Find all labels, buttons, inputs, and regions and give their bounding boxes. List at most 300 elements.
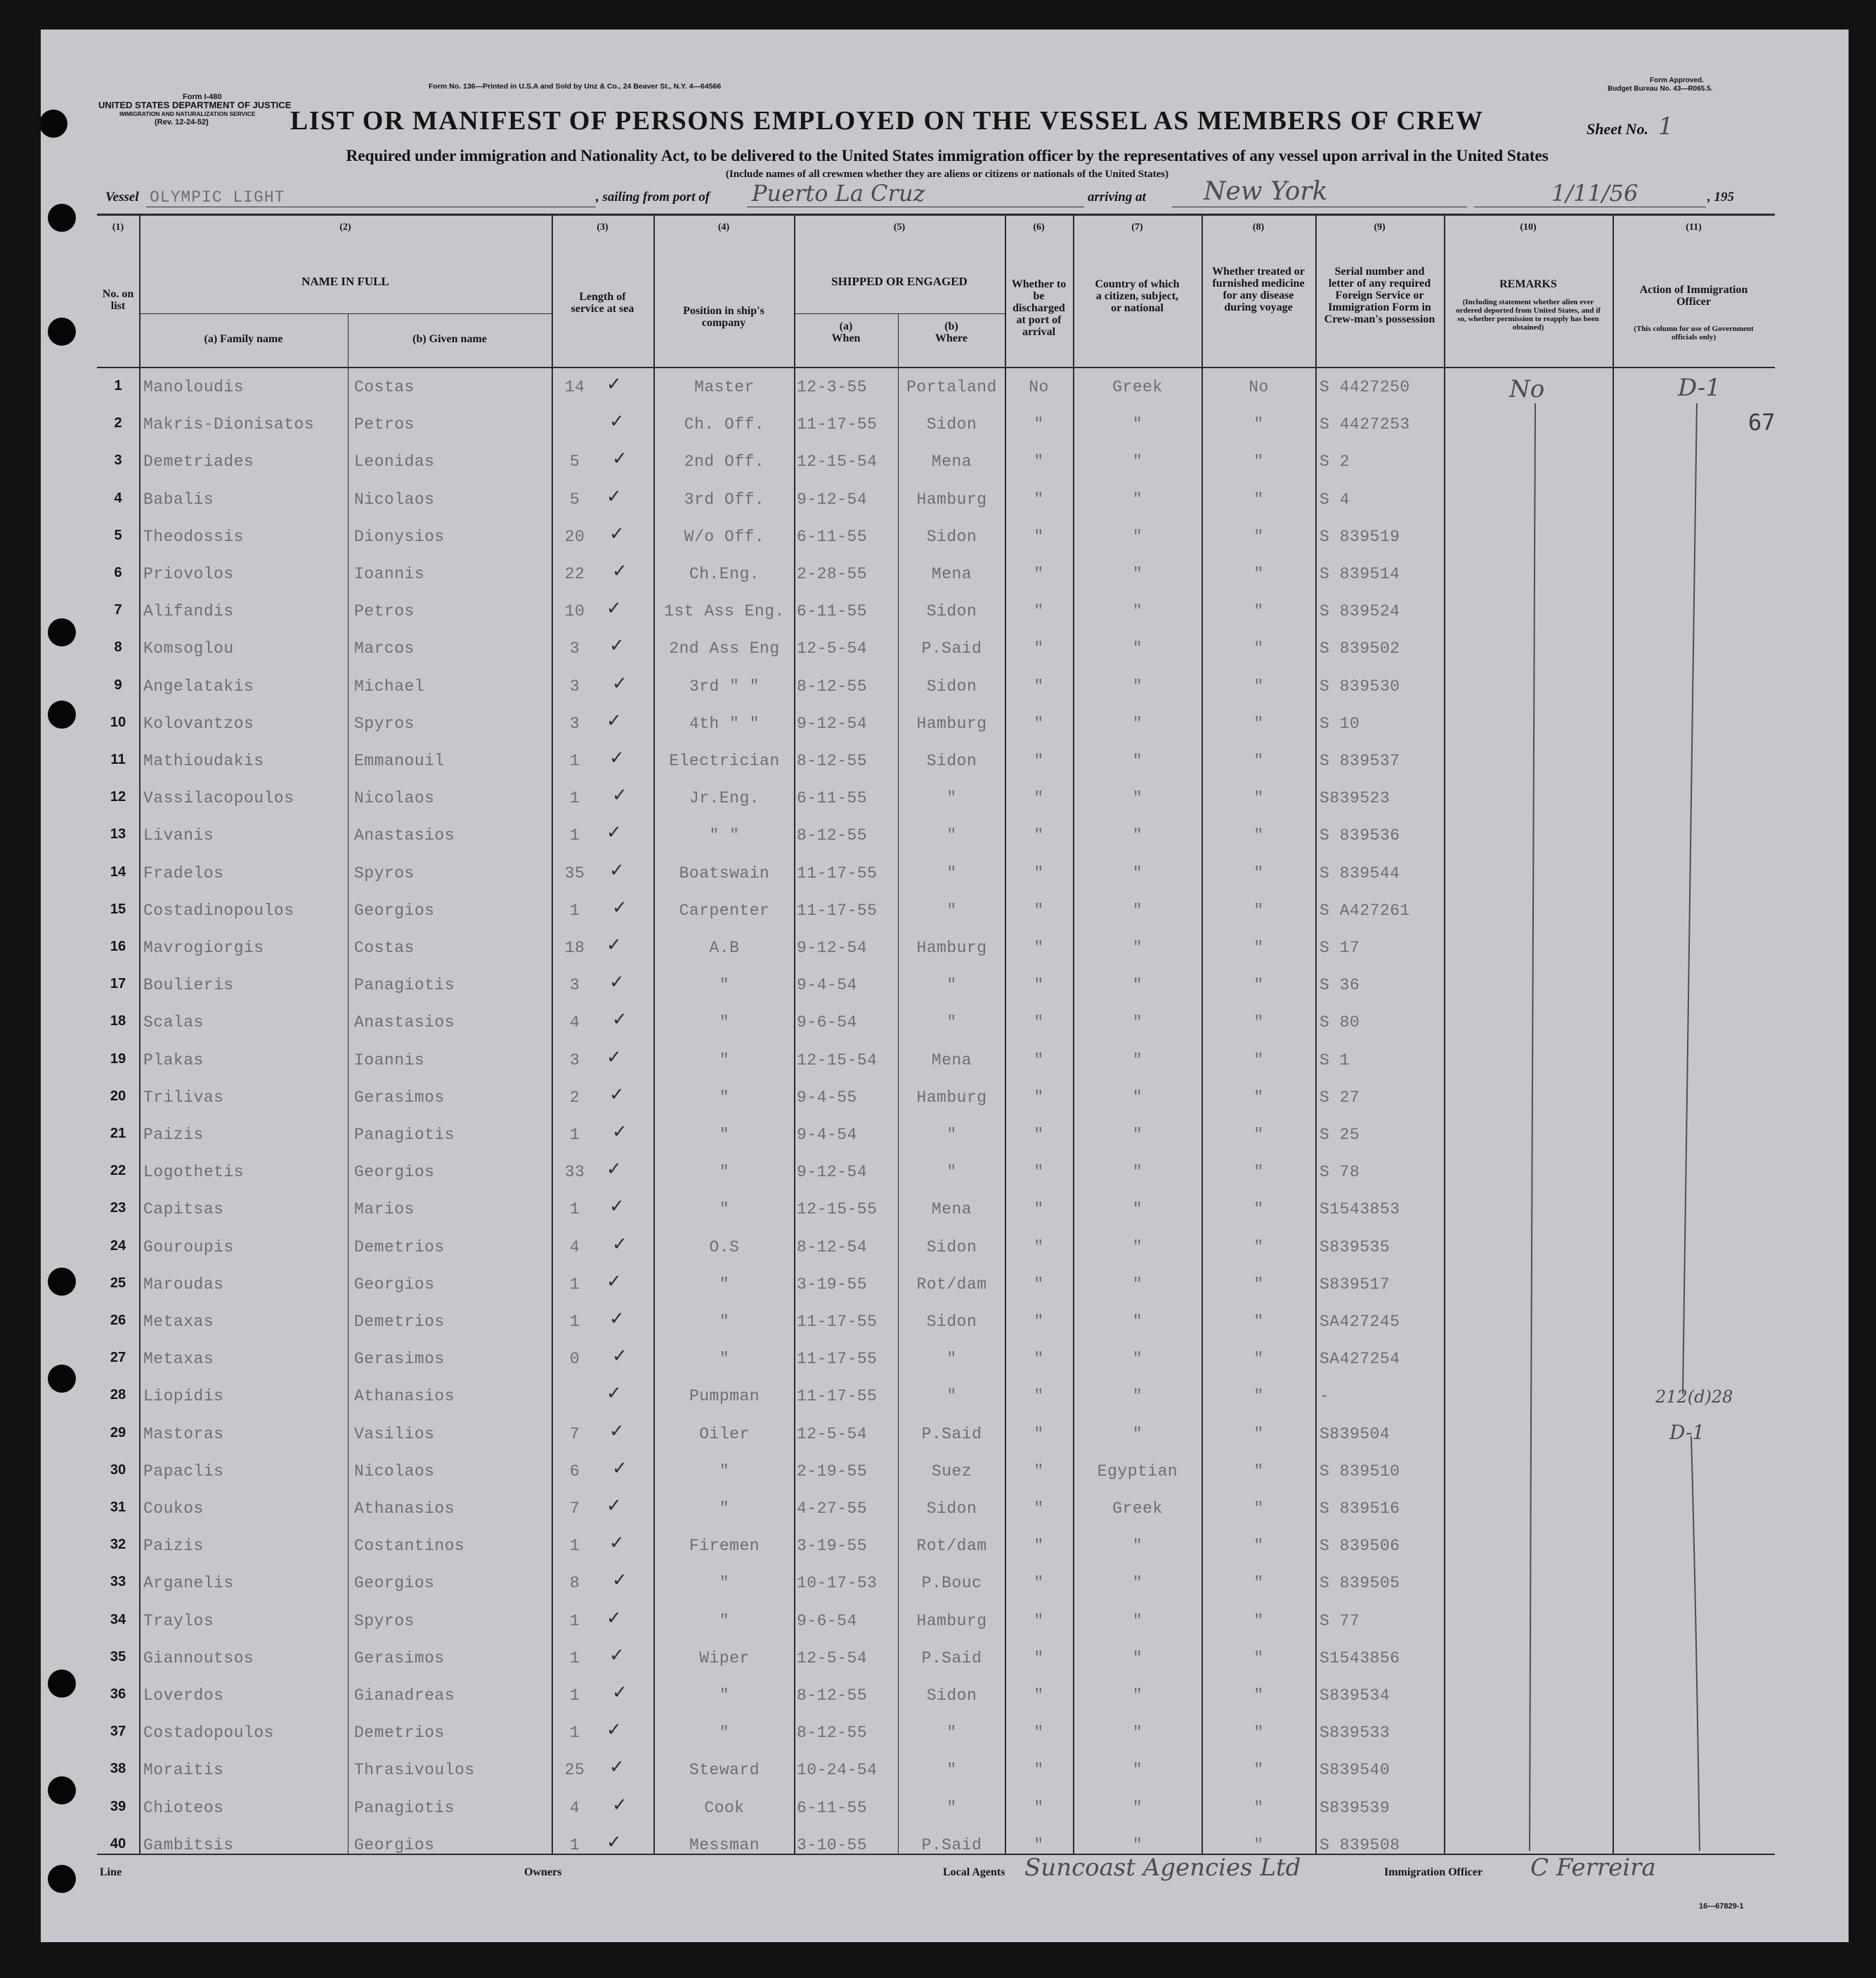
- department-name: UNITED STATES DEPARTMENT OF JUSTICE: [98, 100, 292, 110]
- service-length: 4: [569, 1798, 580, 1817]
- shipped-where: Mena: [931, 453, 972, 471]
- col3-header: Length of service at sea: [571, 291, 634, 315]
- treated: ": [1253, 976, 1264, 995]
- ditto-strokes: [1444, 368, 1775, 1854]
- country: ": [1132, 939, 1143, 957]
- shipped-when: 3-19-55: [797, 1537, 868, 1556]
- serial-number: S839504: [1320, 1424, 1390, 1443]
- country: ": [1132, 1013, 1143, 1032]
- position: 3rd Off.: [684, 490, 765, 509]
- department-block: [98, 93, 309, 126]
- discharged: ": [1034, 1611, 1044, 1630]
- shipped-where: Rot/dam: [916, 1537, 987, 1556]
- serial-number: S 25: [1320, 1126, 1360, 1144]
- shipped-where: Mena: [931, 1050, 972, 1069]
- family-name: Mathioudakis: [143, 752, 264, 770]
- treated: ": [1253, 565, 1264, 583]
- given-name: Demetrios: [354, 1237, 445, 1256]
- check-icon: ✓: [606, 1831, 622, 1853]
- given-name: Dionysios: [354, 527, 445, 546]
- country: ": [1132, 1350, 1143, 1369]
- row-number: 32: [110, 1537, 126, 1553]
- punch-hole: [48, 1865, 76, 1893]
- country: ": [1132, 490, 1143, 509]
- given-name: Marcos: [354, 639, 415, 658]
- row-number: 6: [114, 565, 122, 580]
- serial-number: S839535: [1320, 1237, 1390, 1256]
- service-length: 1: [569, 1724, 580, 1743]
- family-name: Paizis: [143, 1537, 204, 1556]
- row-number: 22: [110, 1163, 126, 1179]
- position: 4th " ": [689, 714, 760, 733]
- given-name: Costas: [354, 378, 415, 396]
- shipped-when: 8-12-55: [797, 752, 868, 770]
- country: ": [1132, 1275, 1143, 1294]
- country: ": [1132, 565, 1143, 583]
- treated: No: [1249, 378, 1269, 396]
- immigration-officer-label: Immigration Officer: [1384, 1866, 1483, 1878]
- given-name: Marios: [354, 1200, 415, 1219]
- given-name: Georgios: [354, 1163, 435, 1182]
- given-name: Anastasios: [354, 1013, 455, 1032]
- crew-table: [97, 214, 1775, 1855]
- position: ": [719, 976, 730, 995]
- col10-note: (Including statement whether alien ever ordered deported from United States, and if so, whether permission to reapply has been obtained): [1456, 298, 1601, 332]
- shipped-when: 9-4-54: [797, 976, 857, 995]
- discharged: ": [1034, 1013, 1044, 1032]
- country: ": [1132, 1761, 1143, 1780]
- row-number: 29: [110, 1424, 126, 1440]
- given-name: Nicolaos: [354, 490, 435, 509]
- family-name: Traylos: [143, 1611, 214, 1630]
- position: Cook: [704, 1798, 745, 1817]
- check-icon: ✓: [606, 1270, 622, 1292]
- given-name: Anastasios: [354, 826, 455, 845]
- subtitle: Required under immigration and Nationality Act, to be delivered to the United States immigration officer by the representatives of any vessel upon arrival in the United States: [346, 147, 1549, 165]
- treated: ": [1253, 1835, 1264, 1854]
- check-icon: ✓: [606, 598, 622, 620]
- shipped-where: ": [946, 864, 957, 883]
- row-number: 13: [110, 826, 126, 842]
- position: ": [719, 1088, 730, 1107]
- position: ": [719, 1050, 730, 1069]
- arrival-date: 1/11/56: [1551, 180, 1639, 207]
- col2-header: NAME IN FULL: [301, 275, 389, 288]
- family-name: Liopidis: [143, 1387, 224, 1406]
- family-name: Costadinopoulos: [143, 901, 294, 920]
- row-number: 2: [114, 415, 122, 431]
- shipped-when: 11-17-55: [797, 415, 878, 434]
- action-annotation: D-1: [1669, 1421, 1705, 1444]
- position: Oiler: [699, 1424, 750, 1443]
- treated: ": [1253, 939, 1264, 957]
- family-name: Manoloudis: [143, 378, 245, 396]
- serial-number: S 839508: [1320, 1835, 1400, 1854]
- shipped-where: Hamburg: [916, 1088, 987, 1107]
- position: O.S: [709, 1237, 740, 1256]
- family-name: Arganelis: [143, 1574, 234, 1593]
- shipped-where: ": [946, 901, 957, 920]
- discharged: ": [1034, 1237, 1044, 1256]
- country: ": [1132, 1724, 1143, 1743]
- year-label: , 195: [1707, 190, 1734, 204]
- row-number: 17: [110, 976, 126, 992]
- shipped-where: Sidon: [926, 752, 977, 770]
- family-name: Giannoutsos: [143, 1648, 254, 1667]
- punch-hole: [48, 1365, 76, 1393]
- country: ": [1132, 1611, 1143, 1630]
- discharged: ": [1034, 565, 1044, 583]
- country: ": [1132, 1648, 1143, 1667]
- discharged: ": [1034, 752, 1044, 770]
- treated: ": [1253, 602, 1264, 621]
- family-name: Livanis: [143, 826, 214, 845]
- serial-number: S 36: [1320, 976, 1360, 995]
- discharged: ": [1034, 939, 1044, 957]
- shipped-where: ": [946, 1724, 957, 1743]
- position: ": [719, 1574, 730, 1593]
- service-length: 3: [569, 677, 580, 696]
- manifest-page: [41, 30, 1849, 1942]
- family-name: Demetriades: [143, 453, 254, 471]
- serial-number: S 1: [1320, 1050, 1350, 1069]
- check-icon: ✓: [606, 1046, 622, 1068]
- service-length: 22: [564, 565, 585, 583]
- sheet-value: 1: [1658, 112, 1674, 141]
- given-name: Spyros: [354, 864, 415, 883]
- shipped-when: 12-15-54: [797, 453, 878, 471]
- check-icon: ✓: [612, 785, 627, 807]
- given-name: Gerasimos: [354, 1648, 445, 1667]
- treated: ": [1253, 639, 1264, 658]
- col10-number: (10): [1520, 222, 1537, 233]
- serial-number: S 2: [1320, 453, 1350, 471]
- given-name: Demetrios: [354, 1313, 445, 1331]
- form-number: Form I-480: [183, 93, 222, 101]
- row-number: 19: [110, 1050, 126, 1067]
- discharged: ": [1034, 602, 1044, 621]
- family-name: Alifandis: [143, 602, 234, 621]
- check-icon: ✓: [606, 1607, 622, 1629]
- shipped-when: 6-11-55: [797, 789, 868, 808]
- treated: ": [1253, 714, 1264, 733]
- shipped-when: 11-17-55: [797, 901, 878, 920]
- treated: ": [1253, 1686, 1264, 1705]
- treated: ": [1253, 1462, 1264, 1481]
- page-title: LIST OR MANIFEST OF PERSONS EMPLOYED ON THE VESSEL AS MEMBERS OF CREW: [290, 106, 1484, 136]
- serial-number: S1543856: [1320, 1648, 1400, 1667]
- shipped-where: ": [946, 1387, 957, 1406]
- discharged: ": [1034, 1574, 1044, 1593]
- position: Jr.Eng.: [689, 789, 760, 808]
- given-name: Costas: [354, 939, 415, 957]
- given-name: Nicolaos: [354, 1462, 435, 1481]
- given-name: Ioannis: [354, 565, 425, 583]
- serial-number: S 839544: [1320, 864, 1400, 883]
- family-name: Plakas: [143, 1050, 204, 1069]
- given-name: Athanasios: [354, 1499, 455, 1518]
- sailing-port: Puerto La Cruz: [752, 180, 925, 207]
- given-name: Athanasios: [354, 1387, 455, 1406]
- treated: ": [1253, 789, 1264, 808]
- family-name: Metaxas: [143, 1350, 214, 1369]
- serial-number: S839534: [1320, 1686, 1390, 1705]
- treated: ": [1253, 1574, 1264, 1593]
- discharged: ": [1034, 826, 1044, 845]
- discharged: ": [1034, 527, 1044, 546]
- service-length: 3: [569, 714, 580, 733]
- check-icon: ✓: [612, 1121, 627, 1143]
- shipped-when: 12-15-55: [797, 1200, 878, 1219]
- serial-number: -: [1320, 1387, 1330, 1406]
- check-icon: ✓: [606, 1383, 622, 1405]
- country: ": [1132, 1424, 1143, 1443]
- treated: ": [1253, 1237, 1264, 1256]
- given-name: Georgios: [354, 1275, 435, 1294]
- country: ": [1132, 1313, 1143, 1331]
- discharged: ": [1034, 1350, 1044, 1369]
- service-length: 3: [569, 639, 580, 658]
- check-icon: ✓: [606, 486, 622, 507]
- family-name: Mastoras: [143, 1424, 224, 1443]
- family-name: Chioteos: [143, 1798, 224, 1817]
- given-name: Leonidas: [354, 453, 435, 471]
- discharged: ": [1034, 1424, 1044, 1443]
- serial-number: SA427245: [1320, 1313, 1400, 1331]
- country: Greek: [1112, 1499, 1163, 1518]
- row-number: 20: [110, 1088, 126, 1104]
- shipped-when: 10-24-54: [797, 1761, 878, 1780]
- check-icon: ✓: [612, 672, 627, 694]
- col11-number: (11): [1686, 222, 1702, 233]
- row-number: 38: [110, 1761, 126, 1777]
- serial-number: S 839537: [1320, 752, 1400, 770]
- country: ": [1132, 527, 1143, 546]
- discharged: ": [1034, 1163, 1044, 1182]
- family-name: Metaxas: [143, 1313, 214, 1331]
- row-number: 30: [110, 1462, 126, 1478]
- discharged: ": [1034, 1724, 1044, 1743]
- family-name: Maroudas: [143, 1275, 224, 1294]
- service-length: 7: [569, 1499, 580, 1518]
- col4-number: (4): [717, 222, 730, 233]
- given-name: Georgios: [354, 901, 435, 920]
- col8-header: Whether treated or furnished medicine for any disease during voyage: [1212, 266, 1305, 313]
- service-length: 33: [564, 1163, 585, 1182]
- sailing-label: , sailing from port of: [596, 190, 710, 204]
- check-icon: ✓: [606, 1719, 622, 1741]
- service-length: 25: [564, 1761, 585, 1780]
- check-icon: ✓: [609, 1420, 625, 1442]
- arriving-label: arriving at: [1088, 190, 1146, 204]
- row-number: 27: [110, 1350, 126, 1366]
- row-number: 8: [114, 639, 122, 656]
- country: Egyptian: [1097, 1462, 1178, 1481]
- shipped-where: Sidon: [926, 1313, 977, 1331]
- country: ": [1132, 1686, 1143, 1705]
- row-number: 18: [110, 1013, 126, 1029]
- service-length: 7: [569, 1424, 580, 1443]
- discharged: ": [1034, 1200, 1044, 1219]
- serial-number: S839540: [1320, 1761, 1390, 1780]
- serial-number: S 839502: [1320, 639, 1400, 658]
- shipped-where: Rot/dam: [916, 1275, 987, 1294]
- check-icon: ✓: [606, 1159, 622, 1180]
- service-length: 1: [569, 1611, 580, 1630]
- treated: ": [1253, 527, 1264, 546]
- treated: ": [1253, 1088, 1264, 1107]
- shipped-when: 9-6-54: [797, 1013, 857, 1032]
- row-number: 24: [110, 1237, 126, 1254]
- row-number: 12: [110, 789, 126, 805]
- treated: ": [1253, 677, 1264, 696]
- shipped-where: Portaland: [906, 378, 997, 396]
- serial-number: SA427254: [1320, 1350, 1400, 1369]
- shipped-where: ": [946, 1798, 957, 1817]
- subtitle-note: (Include names of all crewmen whether they are aliens or citizens or nationals of the United States): [725, 169, 1169, 180]
- service-length: 1: [569, 1313, 580, 1331]
- shipped-where: P.Said: [921, 1648, 982, 1667]
- position: 3rd " ": [689, 677, 760, 696]
- given-name: Nicolaos: [354, 789, 435, 808]
- serial-number: S 10: [1320, 714, 1360, 733]
- country: ": [1132, 976, 1143, 995]
- budget-bureau: Budget Bureau No. 43—R065.5.: [1608, 85, 1713, 93]
- shipped-where: ": [946, 1163, 957, 1182]
- given-name: Georgios: [354, 1835, 435, 1854]
- serial-number: S839523: [1320, 789, 1390, 808]
- shipped-where: Sidon: [926, 1686, 977, 1705]
- punch-hole: [48, 204, 76, 232]
- serial-number: S 80: [1320, 1013, 1360, 1032]
- shipped-when: 12-5-54: [797, 639, 868, 658]
- col6-number: (6): [1033, 222, 1045, 233]
- country: ": [1132, 639, 1143, 658]
- shipped-when: 8-12-55: [797, 826, 868, 845]
- row-number: 5: [114, 527, 122, 543]
- check-icon: ✓: [612, 1794, 627, 1816]
- given-name: Ioannis: [354, 1050, 425, 1069]
- col8-number: (8): [1252, 222, 1265, 233]
- service-length: 1: [569, 901, 580, 920]
- country: ": [1132, 1574, 1143, 1593]
- col9-header: Serial number and letter of any required Foreign Service or Immigration Form in Crew-man's possession: [1324, 266, 1435, 325]
- service-length: 8: [569, 1574, 580, 1593]
- given-name: Panagiotis: [354, 1798, 455, 1817]
- row-number: 28: [110, 1387, 126, 1403]
- row-number: 40: [110, 1835, 126, 1852]
- col1-number: (1): [112, 222, 124, 233]
- service-length: 1: [569, 1537, 580, 1556]
- immigration-officer-signature: C Ferreira: [1530, 1854, 1656, 1882]
- position: ": [719, 1724, 730, 1743]
- service-length: 1: [569, 826, 580, 845]
- discharged: No: [1029, 378, 1049, 396]
- check-icon: ✓: [606, 1495, 622, 1516]
- serial-number: S839517: [1320, 1275, 1390, 1294]
- given-name: Spyros: [354, 1611, 415, 1630]
- col3-number: (3): [597, 222, 608, 233]
- family-name: Boulieris: [143, 976, 234, 995]
- revision: (Rev. 12-24-52): [155, 118, 209, 126]
- check-icon: ✓: [609, 635, 625, 657]
- shipped-when: 11-17-55: [797, 1387, 878, 1406]
- shipped-where: Hamburg: [916, 490, 987, 509]
- serial-number: S 839505: [1320, 1574, 1400, 1593]
- discharged: ": [1034, 976, 1044, 995]
- row-number: 9: [114, 677, 122, 693]
- shipped-where: P.Bouc: [921, 1574, 982, 1593]
- position: W/o Off.: [684, 527, 765, 546]
- position: Electrician: [669, 752, 780, 770]
- service-length: 1: [569, 1835, 580, 1854]
- treated: ": [1253, 490, 1264, 509]
- discharged: ": [1034, 1537, 1044, 1556]
- shipped-when: 6-11-55: [797, 602, 868, 621]
- discharged: ": [1034, 1686, 1044, 1705]
- check-icon: ✓: [609, 1757, 625, 1778]
- serial-number: S 839519: [1320, 527, 1400, 546]
- treated: ": [1253, 415, 1264, 434]
- family-name: Loverdos: [143, 1686, 224, 1705]
- shipped-when: 9-6-54: [797, 1611, 857, 1630]
- shipped-subheader-line: [794, 313, 1005, 314]
- check-icon: ✓: [609, 1084, 625, 1105]
- shipped-where: ": [946, 789, 957, 808]
- family-name: Gouroupis: [143, 1237, 234, 1256]
- position: A.B: [709, 939, 740, 957]
- treated: ": [1253, 1499, 1264, 1518]
- shipped-where: Sidon: [926, 1237, 977, 1256]
- shipped-when: 3-10-55: [797, 1835, 868, 1854]
- shipped-when: 9-4-54: [797, 1126, 857, 1144]
- shipped-when: 2-19-55: [797, 1462, 868, 1481]
- service-length: 4: [569, 1013, 580, 1032]
- position: Master: [694, 378, 755, 396]
- discharged: ": [1034, 1798, 1044, 1817]
- col10-header: REMARKS: [1499, 278, 1557, 290]
- shipped-where: Hamburg: [916, 939, 987, 957]
- serial-number: S 839510: [1320, 1462, 1400, 1481]
- serial-number: S839533: [1320, 1724, 1390, 1743]
- row-number: 26: [110, 1313, 126, 1328]
- check-icon: ✓: [612, 1233, 627, 1255]
- check-icon: ✓: [606, 374, 622, 395]
- col7-number: (7): [1131, 222, 1143, 233]
- family-name: Vassilacopoulos: [143, 789, 294, 808]
- shipped-where: Hamburg: [916, 1611, 987, 1630]
- family-name: Gambitsis: [143, 1835, 234, 1854]
- row-number: 11: [110, 752, 126, 767]
- shipped-where: ": [946, 1013, 957, 1032]
- position: ": [719, 1163, 730, 1182]
- position: Steward: [689, 1761, 760, 1780]
- shipped-where: ": [946, 976, 957, 995]
- country: ": [1132, 826, 1143, 845]
- country: ": [1132, 415, 1143, 434]
- serial-number: S 77: [1320, 1611, 1360, 1630]
- country: ": [1132, 453, 1143, 471]
- country: ": [1132, 714, 1143, 733]
- discharged: ": [1034, 1126, 1044, 1144]
- given-name: Vasilios: [354, 1424, 435, 1443]
- given-name: Georgios: [354, 1574, 435, 1593]
- family-name: Kolovantzos: [143, 714, 254, 733]
- check-icon: ✓: [609, 1644, 625, 1666]
- discharged: ": [1034, 901, 1044, 920]
- row-number: 36: [110, 1686, 126, 1702]
- discharged: ": [1034, 453, 1044, 471]
